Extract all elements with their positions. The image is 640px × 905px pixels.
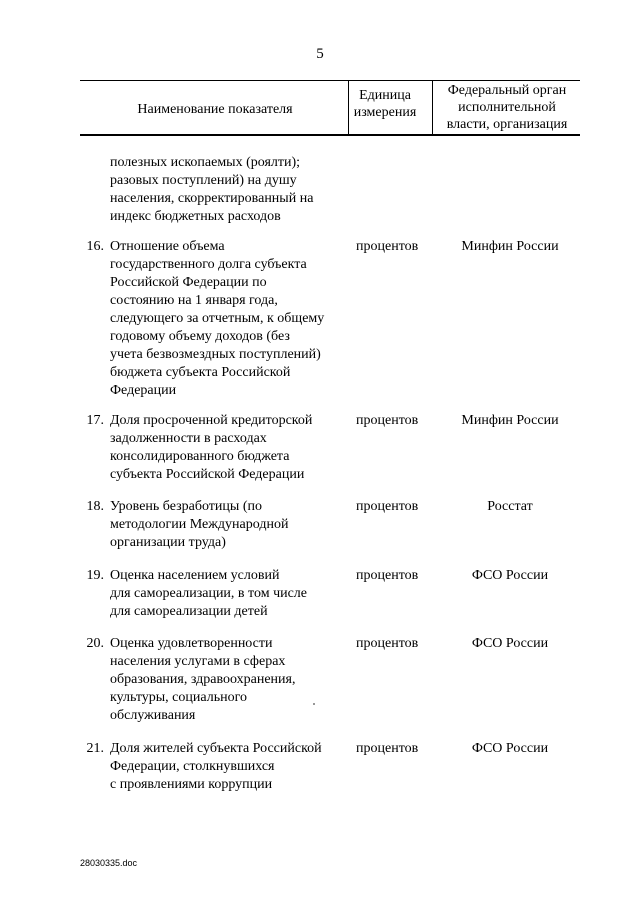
responsible-organization: ФСО России bbox=[471, 568, 549, 583]
row-number: 20. bbox=[86, 636, 104, 651]
indicator-name-line: полезных ископаемых (роялти); bbox=[110, 155, 301, 170]
responsible-organization: ФСО России bbox=[471, 636, 549, 651]
indicator-name-line: культуры, социального bbox=[110, 690, 247, 705]
document-filename: 28030335.doc bbox=[80, 858, 138, 868]
indicator-name-line: для самореализации детей bbox=[110, 604, 268, 619]
indicator-name bbox=[110, 412, 350, 484]
table-header-bottom-rule bbox=[80, 134, 580, 136]
unit-of-measure: процентов bbox=[356, 636, 419, 651]
column-header-unit bbox=[345, 87, 425, 121]
indicator-name bbox=[110, 567, 350, 621]
column-header-org-line: власти, организация bbox=[446, 117, 568, 132]
indicator-name-line: Оценка удовлетворенности bbox=[110, 636, 273, 651]
responsible-organization: Минфин России bbox=[461, 413, 559, 428]
unit-of-measure: процентов bbox=[356, 741, 419, 756]
indicator-name-line: следующего за отчетным, к общему bbox=[110, 311, 325, 326]
unit-of-measure: процентов bbox=[356, 568, 419, 583]
indicator-name-line: Доля жителей субъекта Российской bbox=[110, 741, 322, 756]
indicator-name-line: разовых поступлений) на душу bbox=[110, 173, 297, 188]
indicator-name bbox=[110, 740, 350, 794]
row-number: 21. bbox=[86, 741, 104, 756]
indicator-name-line: бюджета субъекта Российской bbox=[110, 365, 291, 380]
row-number: 17. bbox=[86, 413, 104, 428]
indicator-name-line: Федерации bbox=[110, 383, 177, 398]
indicator-name-line: Уровень безработицы (по bbox=[110, 499, 262, 514]
column-header-unit-line: измерения bbox=[353, 105, 417, 120]
unit-of-measure: процентов bbox=[356, 413, 419, 428]
page-number: 5 bbox=[316, 46, 324, 62]
scan-speck bbox=[313, 703, 315, 705]
indicator-name-line: Отношение объема bbox=[110, 239, 225, 254]
indicator-name-line: методологии Международной bbox=[110, 517, 289, 532]
unit-of-measure: процентов bbox=[356, 499, 419, 514]
indicator-name-line: годовому объему доходов (без bbox=[110, 329, 290, 344]
indicator-name-line: Оценка населением условий bbox=[110, 568, 280, 583]
indicator-name-line: Доля просроченной кредиторской bbox=[110, 413, 313, 428]
indicator-name-line: консолидированного бюджета bbox=[110, 449, 290, 464]
indicator-name-line: индекс бюджетных расходов bbox=[110, 209, 281, 224]
indicator-name-line: задолженности в расходах bbox=[110, 431, 267, 446]
indicator-name-line: образования, здравоохранения, bbox=[110, 672, 296, 687]
indicator-name-line: для самореализации, в том числе bbox=[110, 586, 308, 601]
unit-of-measure: процентов bbox=[356, 239, 419, 254]
indicator-name-line: с проявлениями коррупции bbox=[110, 777, 273, 792]
responsible-organization: Росстат bbox=[487, 499, 533, 514]
indicator-name-line: населения, скорректированный на bbox=[110, 191, 314, 206]
column-header-org-line: исполнительной bbox=[458, 100, 556, 115]
indicator-name-line: населения услугами в сферах bbox=[110, 654, 286, 669]
responsible-organization: ФСО России bbox=[471, 741, 549, 756]
column-header-org bbox=[432, 82, 582, 133]
responsible-organization: Минфин России bbox=[461, 239, 559, 254]
row-number: 19. bbox=[86, 568, 104, 583]
indicator-name-line: государственного долга субъекта bbox=[110, 257, 307, 272]
indicator-name bbox=[110, 238, 350, 400]
indicator-name-line: организации труда) bbox=[110, 535, 226, 550]
table-header-top-rule bbox=[80, 80, 580, 81]
column-header-unit-line: Единица bbox=[359, 88, 411, 103]
indicator-name-line: Федерации, столкнувшихся bbox=[110, 759, 275, 774]
indicator-name-line: обслуживания bbox=[110, 708, 196, 723]
indicator-name-line: учета безвозмездных поступлений) bbox=[110, 347, 321, 362]
indicator-name bbox=[110, 498, 350, 552]
row-number: 16. bbox=[86, 239, 104, 254]
indicator-name-line: состоянию на 1 января года, bbox=[110, 293, 278, 308]
indicator-name-line: субъекта Российской Федерации bbox=[110, 467, 305, 482]
column-header-name: Наименование показателя bbox=[137, 102, 293, 117]
indicator-name-line: Российской Федерации по bbox=[110, 275, 267, 290]
column-header-org-line: Федеральный орган bbox=[447, 83, 567, 98]
indicator-name bbox=[110, 635, 350, 725]
row-number: 18. bbox=[86, 499, 104, 514]
indicator-name bbox=[110, 154, 350, 226]
